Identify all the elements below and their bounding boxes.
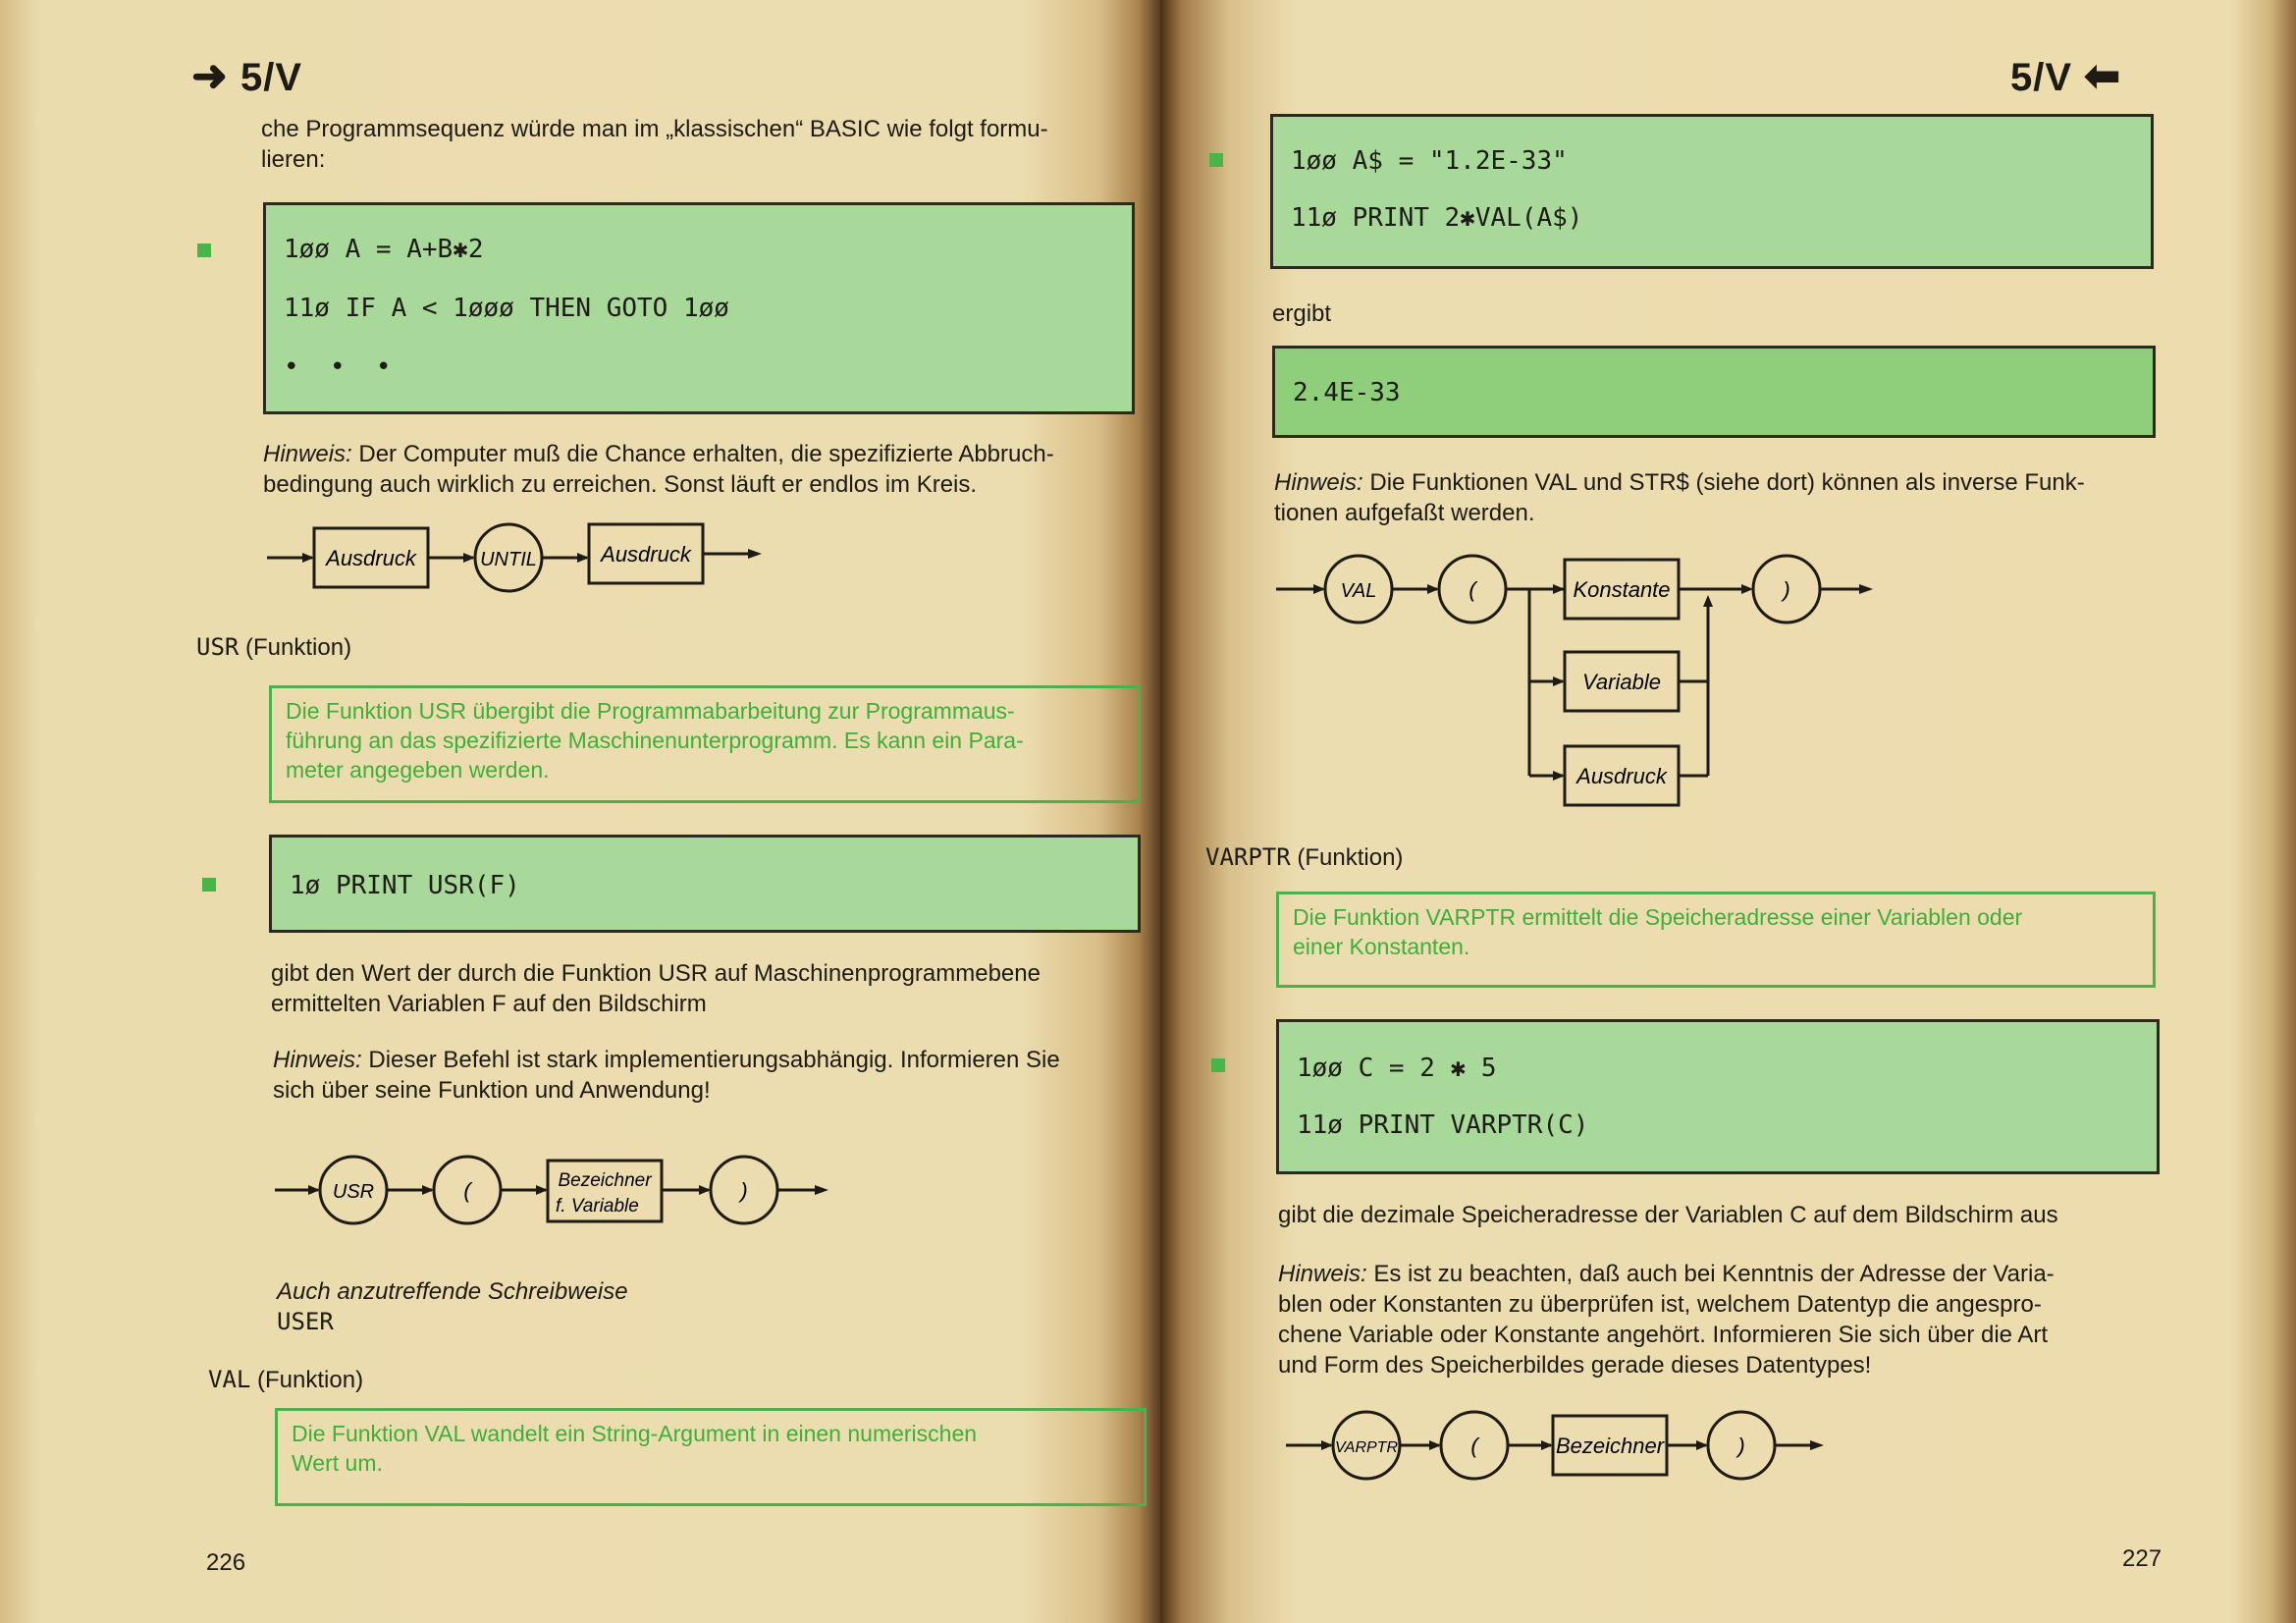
code-line: 11ø PRINT 2✱VAL(A$): [1291, 203, 1583, 233]
right-page-header: 5/V ⬅: [2010, 52, 2122, 100]
diagram-circle-label: VAL: [1340, 580, 1377, 602]
right-page: [1160, 0, 2296, 1623]
code-bullet: [1209, 153, 1223, 167]
diagram-circle-label: UNTIL: [480, 549, 537, 570]
code-bullet: [202, 878, 216, 892]
diagram-circle-label: USR: [332, 1181, 375, 1203]
left-page-header: ➜ 5/V: [191, 52, 303, 100]
diagram-circle-label: (: [463, 1178, 471, 1203]
code-block-until: [263, 202, 1135, 414]
diagram-circle-label: (: [1470, 1434, 1478, 1458]
diagram-box-label: Ausdruck: [326, 546, 416, 570]
code-line: 1øø C = 2 ✱ 5: [1297, 1054, 1497, 1083]
code-line: 1øø A = A+B✱2: [284, 235, 484, 264]
arrow-right-icon: ➜: [191, 52, 229, 100]
note-varptr: Hinweis: Es ist zu beachten, daß auch bei Kenntnis der Adresse der Varia- blen oder Konstanten zu überprüfen ist, welchem Datentyp die angespro- chene Variable oder Konstante angehört. Informieren Sie sich über die Art und Form des Speicherbildes gerade dieses Datentypes!: [1278, 1261, 2055, 1379]
diagram-circle-label: VARPTR: [1334, 1439, 1399, 1456]
diagram-box-label: Ausdruck: [601, 542, 691, 567]
note-until: Hinweis: Der Computer muß die Chance erhalten, die spezifizierte Abbruch- bedingung auch wirklich zu erreichen. Sonst läuft er endlos im Kreis.: [263, 441, 1054, 498]
diagram-circle-label: ): [1737, 1434, 1745, 1458]
alternative-spelling: Auch anzutreffende Schreibweise USER: [277, 1278, 628, 1335]
result-box: [1272, 346, 2156, 438]
diagram-box-label: Bezeichner: [558, 1170, 652, 1191]
usr-syntax-diagram: [271, 1151, 840, 1233]
diagram-box-label: Variable: [1582, 670, 1661, 694]
val-syntax-diagram: [1272, 546, 1881, 811]
usr-heading: USR (Funktion): [196, 633, 352, 661]
varptr-syntax-diagram: [1282, 1404, 1832, 1488]
diagram-circle-label: ): [1783, 577, 1790, 602]
ergibt-text: ergibt: [1272, 300, 1332, 327]
diagram-box-label: Bezeichner: [1555, 1434, 1665, 1458]
code-block-varptr: [1276, 1019, 2160, 1174]
code-line: 1ø PRINT USR(F): [290, 871, 520, 900]
varptr-definition-box: Die Funktion VARPTR ermittelt die Speicheradresse einer Variablen oder einer Konstanten.: [1276, 892, 2156, 988]
page-number: 227: [2122, 1545, 2163, 1572]
usr-explanation: gibt den Wert der durch die Funktion USR auf Maschinenprogrammebene ermittelten Variablen F auf den Bildschirm: [271, 960, 1041, 1017]
code-line: 11ø IF A < 1øøø THEN GOTO 1øø: [284, 294, 729, 323]
code-line: 11ø PRINT VARPTR(C): [1297, 1110, 1589, 1140]
diagram-circle-label: (: [1468, 577, 1476, 602]
note-usr: Hinweis: Dieser Befehl ist stark implementierungsabhängig. Informieren Sie sich über seine Funktion und Anwendung!: [273, 1047, 1060, 1104]
diagram-box-label: Konstante: [1573, 577, 1671, 602]
code-bullet: [1211, 1058, 1225, 1072]
val-definition-box: Die Funktion VAL wandelt ein String-Argument in einen numerischen Wert um.: [275, 1408, 1147, 1506]
page-number: 226: [206, 1549, 246, 1576]
diagram-box-label: f. Variable: [556, 1196, 639, 1217]
code-block-usr: [269, 835, 1141, 933]
code-line: 1øø A$ = "1.2E-33": [1291, 146, 1568, 176]
varptr-explanation: gibt die dezimale Speicheradresse der Variablen C auf dem Bildschirm aus: [1278, 1202, 2058, 1228]
note-val: Hinweis: Die Funktionen VAL und STR$ (siehe dort) können als inverse Funk- tionen aufgefaßt werden.: [1274, 469, 2085, 526]
until-syntax-diagram: [263, 518, 774, 597]
code-line: • • •: [284, 352, 392, 382]
arrow-left-icon: ⬅: [2084, 52, 2122, 100]
result-line: 2.4E-33: [1293, 378, 1401, 407]
diagram-box-label: Ausdruck: [1576, 764, 1667, 788]
intro-text: che Programmsequenz würde man im „klassischen“ BASIC wie folgt formu- lieren:: [261, 116, 1048, 173]
code-bullet: [197, 243, 211, 257]
val-heading: VAL (Funktion): [208, 1366, 364, 1393]
code-block-val: [1270, 114, 2154, 269]
usr-definition-box: Die Funktion USR übergibt die Programmabarbeitung zur Programmaus- führung an das spezifizierte Maschinenunterprogramm. Es kann ein Para- meter angegeben werden.: [269, 685, 1141, 803]
varptr-heading: VARPTR (Funktion): [1205, 843, 1404, 871]
diagram-circle-label: ): [740, 1178, 748, 1203]
